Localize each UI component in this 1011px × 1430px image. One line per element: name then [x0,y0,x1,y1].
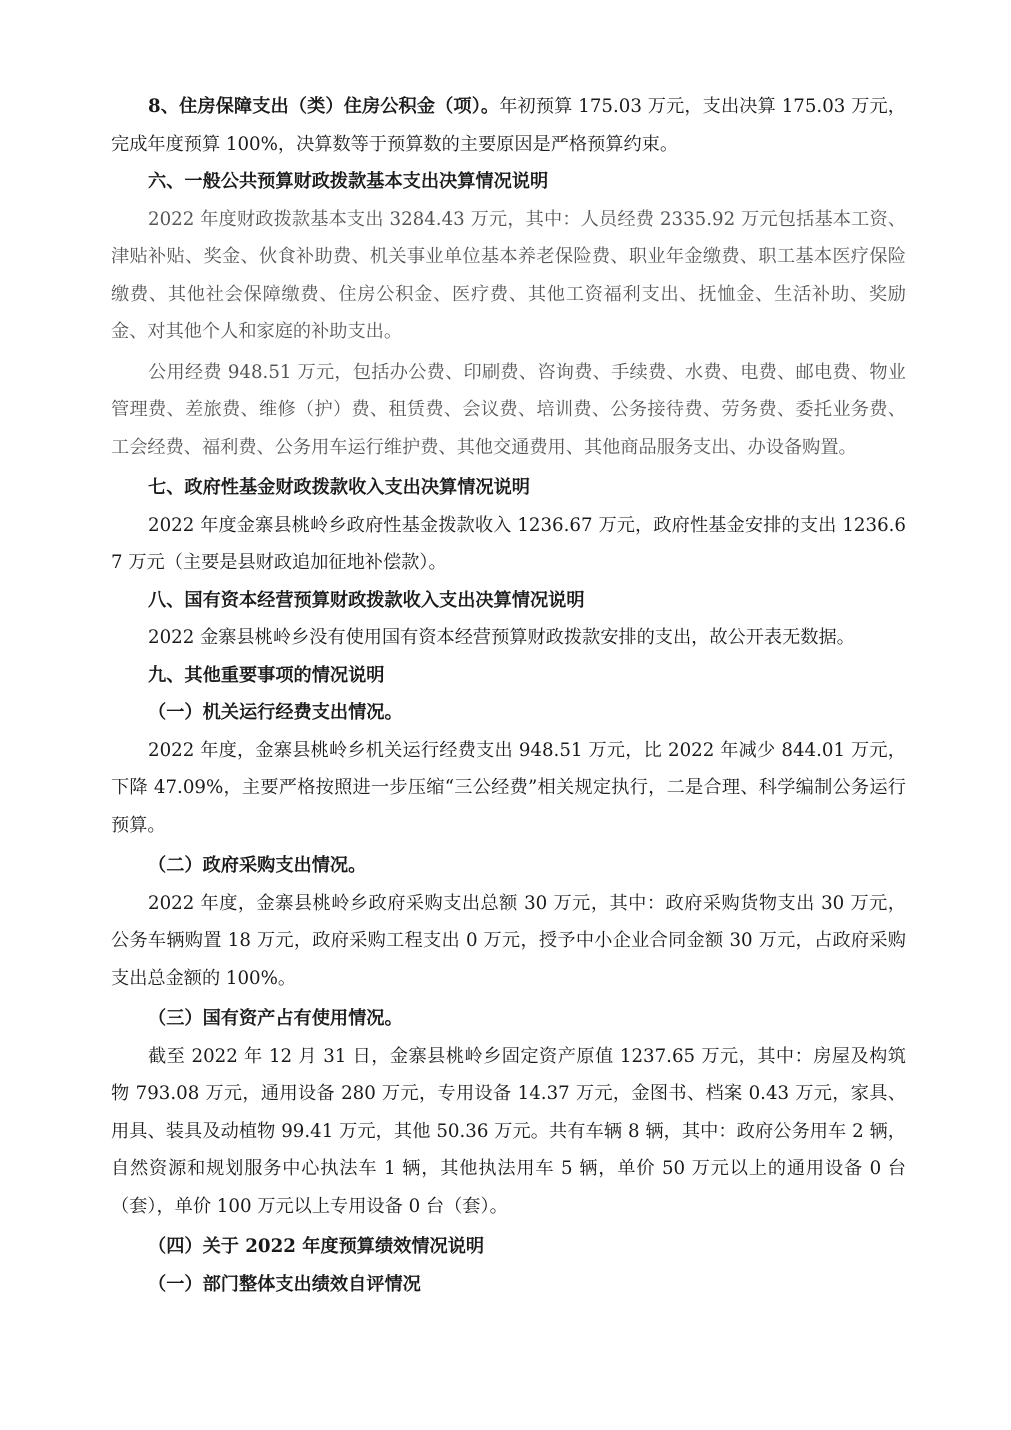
subsection-heading-self-evaluation: （一）部门整体支出绩效自评情况 [148,1273,421,1295]
paragraph-state-capital: 2022 金寨县桃岭乡没有使用国有资本经营预算财政拨款安排的支出，故公开表无数据。 [148,627,855,648]
subsection-heading-state-assets: （三）国有资产占有使用情况。 [148,1008,403,1029]
document-page [111,88,906,1303]
paragraph-housing-fund [111,88,906,163]
paragraph-state-assets: 截至 2022 年 12 月 31 日，金寨县桃岭乡固定资产原值 1237.65 万元，其中：房屋及构筑物 793.08 万元，通用设备 280 万元，专用设备 14.37 万元，金图书、档案 0.43 万元，家具、用具、装具及动植物 99.41 万元，其他 50.36 万元。共有车辆 8 辆，其中：政府公务用车 2 辆，自然资源和规划服务中心执法车 1 辆，其他执法用车 5 辆，单价 50 万元以上的通用设备 0 台（套），单价 100 万元以上专用设备 0 台（套）。 [111,1045,906,1217]
subsection-heading-operating-expenses: （一）机关运行经费支出情况。 [148,702,403,723]
paragraph-operating-expenses: 2022 年度，金寨县桃岭乡机关运行经费支出 948.51 万元，比 2022 年减少 844.01 万元，下降 47.09%，主要严格按照进一步压缩“三公经费”相关规定执行，二是合理、科学编制公务运行预算。 [111,739,906,836]
paragraph-procurement: 2022 年度，金寨县桃岭乡政府采购支出总额 30 万元，其中：政府采购货物支出 30 万元，公务车辆购置 18 万元，政府采购工程支出 0 万元，授予中小企业合同金额 30 万元，占政府采购支出总金额的 100%。 [111,892,906,989]
section-heading-7: 七、政府性基金财政拨款收入支出决算情况说明 [148,477,530,498]
paragraph-basic-expenditure-public: 公用经费 948.51 万元，包括办公费、印刷费、咨询费、手续费、水费、电费、邮电费、物业管理费、差旅费、维修（护）费、租赁费、会议费、培训费、公务接待费、劳务费、委托业务费、工会经费、福利费、公务用车运行维护费、其他交通费用、其他商品服务支出、办设备购置。 [111,361,906,458]
paragraph-government-fund: 2022 年度金寨县桃岭乡政府性基金拨款收入 1236.67 万元，政府性基金安排的支出 1236.67 万元（主要是县财政追加征地补偿款）。 [111,514,906,573]
section-heading-6: 六、一般公共预算财政拨款基本支出决算情况说明 [148,171,549,192]
section-heading-8: 八、国有资本经营预算财政拨款收入支出决算情况说明 [148,589,585,611]
subsection-heading-procurement: （二）政府采购支出情况。 [148,855,367,876]
section-heading-9: 九、其他重要事项的情况说明 [148,664,385,686]
paragraph-basic-expenditure-personnel: 2022 年度财政拨款基本支出 3284.43 万元，其中：人员经费 2335.92 万元包括基本工资、津贴补贴、奖金、伙食补助费、机关事业单位基本养老保险费、职业年金缴费、职工基本医疗保险缴费、其他社会保障缴费、住房公积金、医疗费、其他工资福利支出、抚恤金、生活补助、奖励金、对其他个人和家庭的补助支出。 [111,208,906,342]
item-text-housing-fund: 年初预算 175.03 万元，支出决算 175.03 万元，完成年度预算 100%，决算数等于预算数的主要原因是严格预算约束。 [111,96,906,155]
item-title-housing-fund: 8、住房保障支出（类）住房公积金（项）。 [148,96,500,117]
subsection-heading-performance: （四）关于 2022 年度预算绩效情况说明 [148,1236,485,1257]
